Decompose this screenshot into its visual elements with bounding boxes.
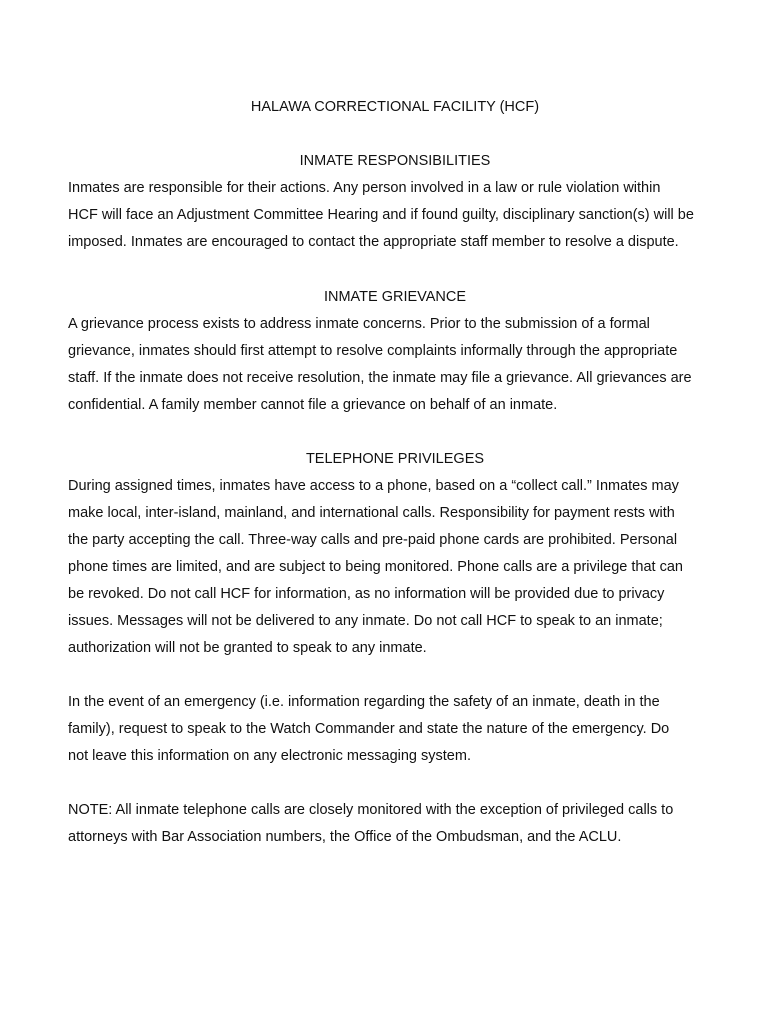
text-line: not leave this information on any electronic messaging system. — [68, 748, 471, 764]
text-line: issues. Messages will not be delivered to any inmate. Do not call HCF to speak to an inmate; — [68, 613, 663, 629]
text-line: imposed. Inmates are encouraged to contact the appropriate staff member to resolve a dispute. — [68, 234, 679, 250]
paragraph-emergency — [68, 689, 732, 770]
text-line: HCF will face an Adjustment Committee Hearing and if found guilty, disciplinary sanction(s) will be — [68, 207, 694, 223]
paragraph-note — [68, 797, 732, 851]
heading-telephone-privileges: TELEPHONE PRIVILEGES — [305, 451, 485, 467]
text-line: confidential. A family member cannot file a grievance on behalf of an inmate. — [68, 397, 558, 413]
text-line: make local, inter-island, mainland, and international calls. Responsibility for payment rests with — [68, 505, 675, 521]
text-line: A grievance process exists to address inmate concerns. Prior to the submission of a formal — [68, 316, 650, 332]
text-line: phone times are limited, and are subject to being monitored. Phone calls are a privilege that can — [68, 559, 683, 575]
document-title: HALAWA CORRECTIONAL FACILITY (HCF) — [250, 99, 540, 115]
text-line: authorization will not be granted to speak to any inmate. — [68, 640, 427, 656]
heading-inmate-grievance: INMATE GRIEVANCE — [323, 289, 467, 305]
text-line: During assigned times, inmates have access to a phone, based on a “collect call.” Inmates may — [68, 478, 679, 494]
text-line: In the event of an emergency (i.e. information regarding the safety of an inmate, death in the — [68, 694, 660, 710]
heading-inmate-responsibilities: INMATE RESPONSIBILITIES — [299, 153, 491, 169]
text-line: attorneys with Bar Association numbers, the Office of the Ombudsman, and the ACLU. — [68, 829, 622, 845]
paragraph-inmate-responsibilities — [68, 175, 732, 256]
text-line: the party accepting the call. Three-way calls and pre-paid phone cards are prohibited. Personal — [68, 532, 678, 548]
text-line: NOTE: All inmate telephone calls are closely monitored with the exception of privileged calls to — [68, 802, 674, 818]
text-line: family), request to speak to the Watch Commander and state the nature of the emergency. Do — [68, 721, 670, 737]
text-line: Inmates are responsible for their actions. Any person involved in a law or rule violation within — [68, 180, 661, 196]
paragraph-inmate-grievance — [68, 311, 732, 419]
text-line: grievance, inmates should first attempt to resolve complaints informally through the appropriate — [68, 343, 678, 359]
text-line: staff. If the inmate does not receive resolution, the inmate may file a grievance. All grievances are — [68, 370, 692, 386]
paragraph-telephone-privileges — [68, 473, 732, 662]
text-line: be revoked. Do not call HCF for information, as no information will be provided due to privacy — [68, 586, 665, 602]
